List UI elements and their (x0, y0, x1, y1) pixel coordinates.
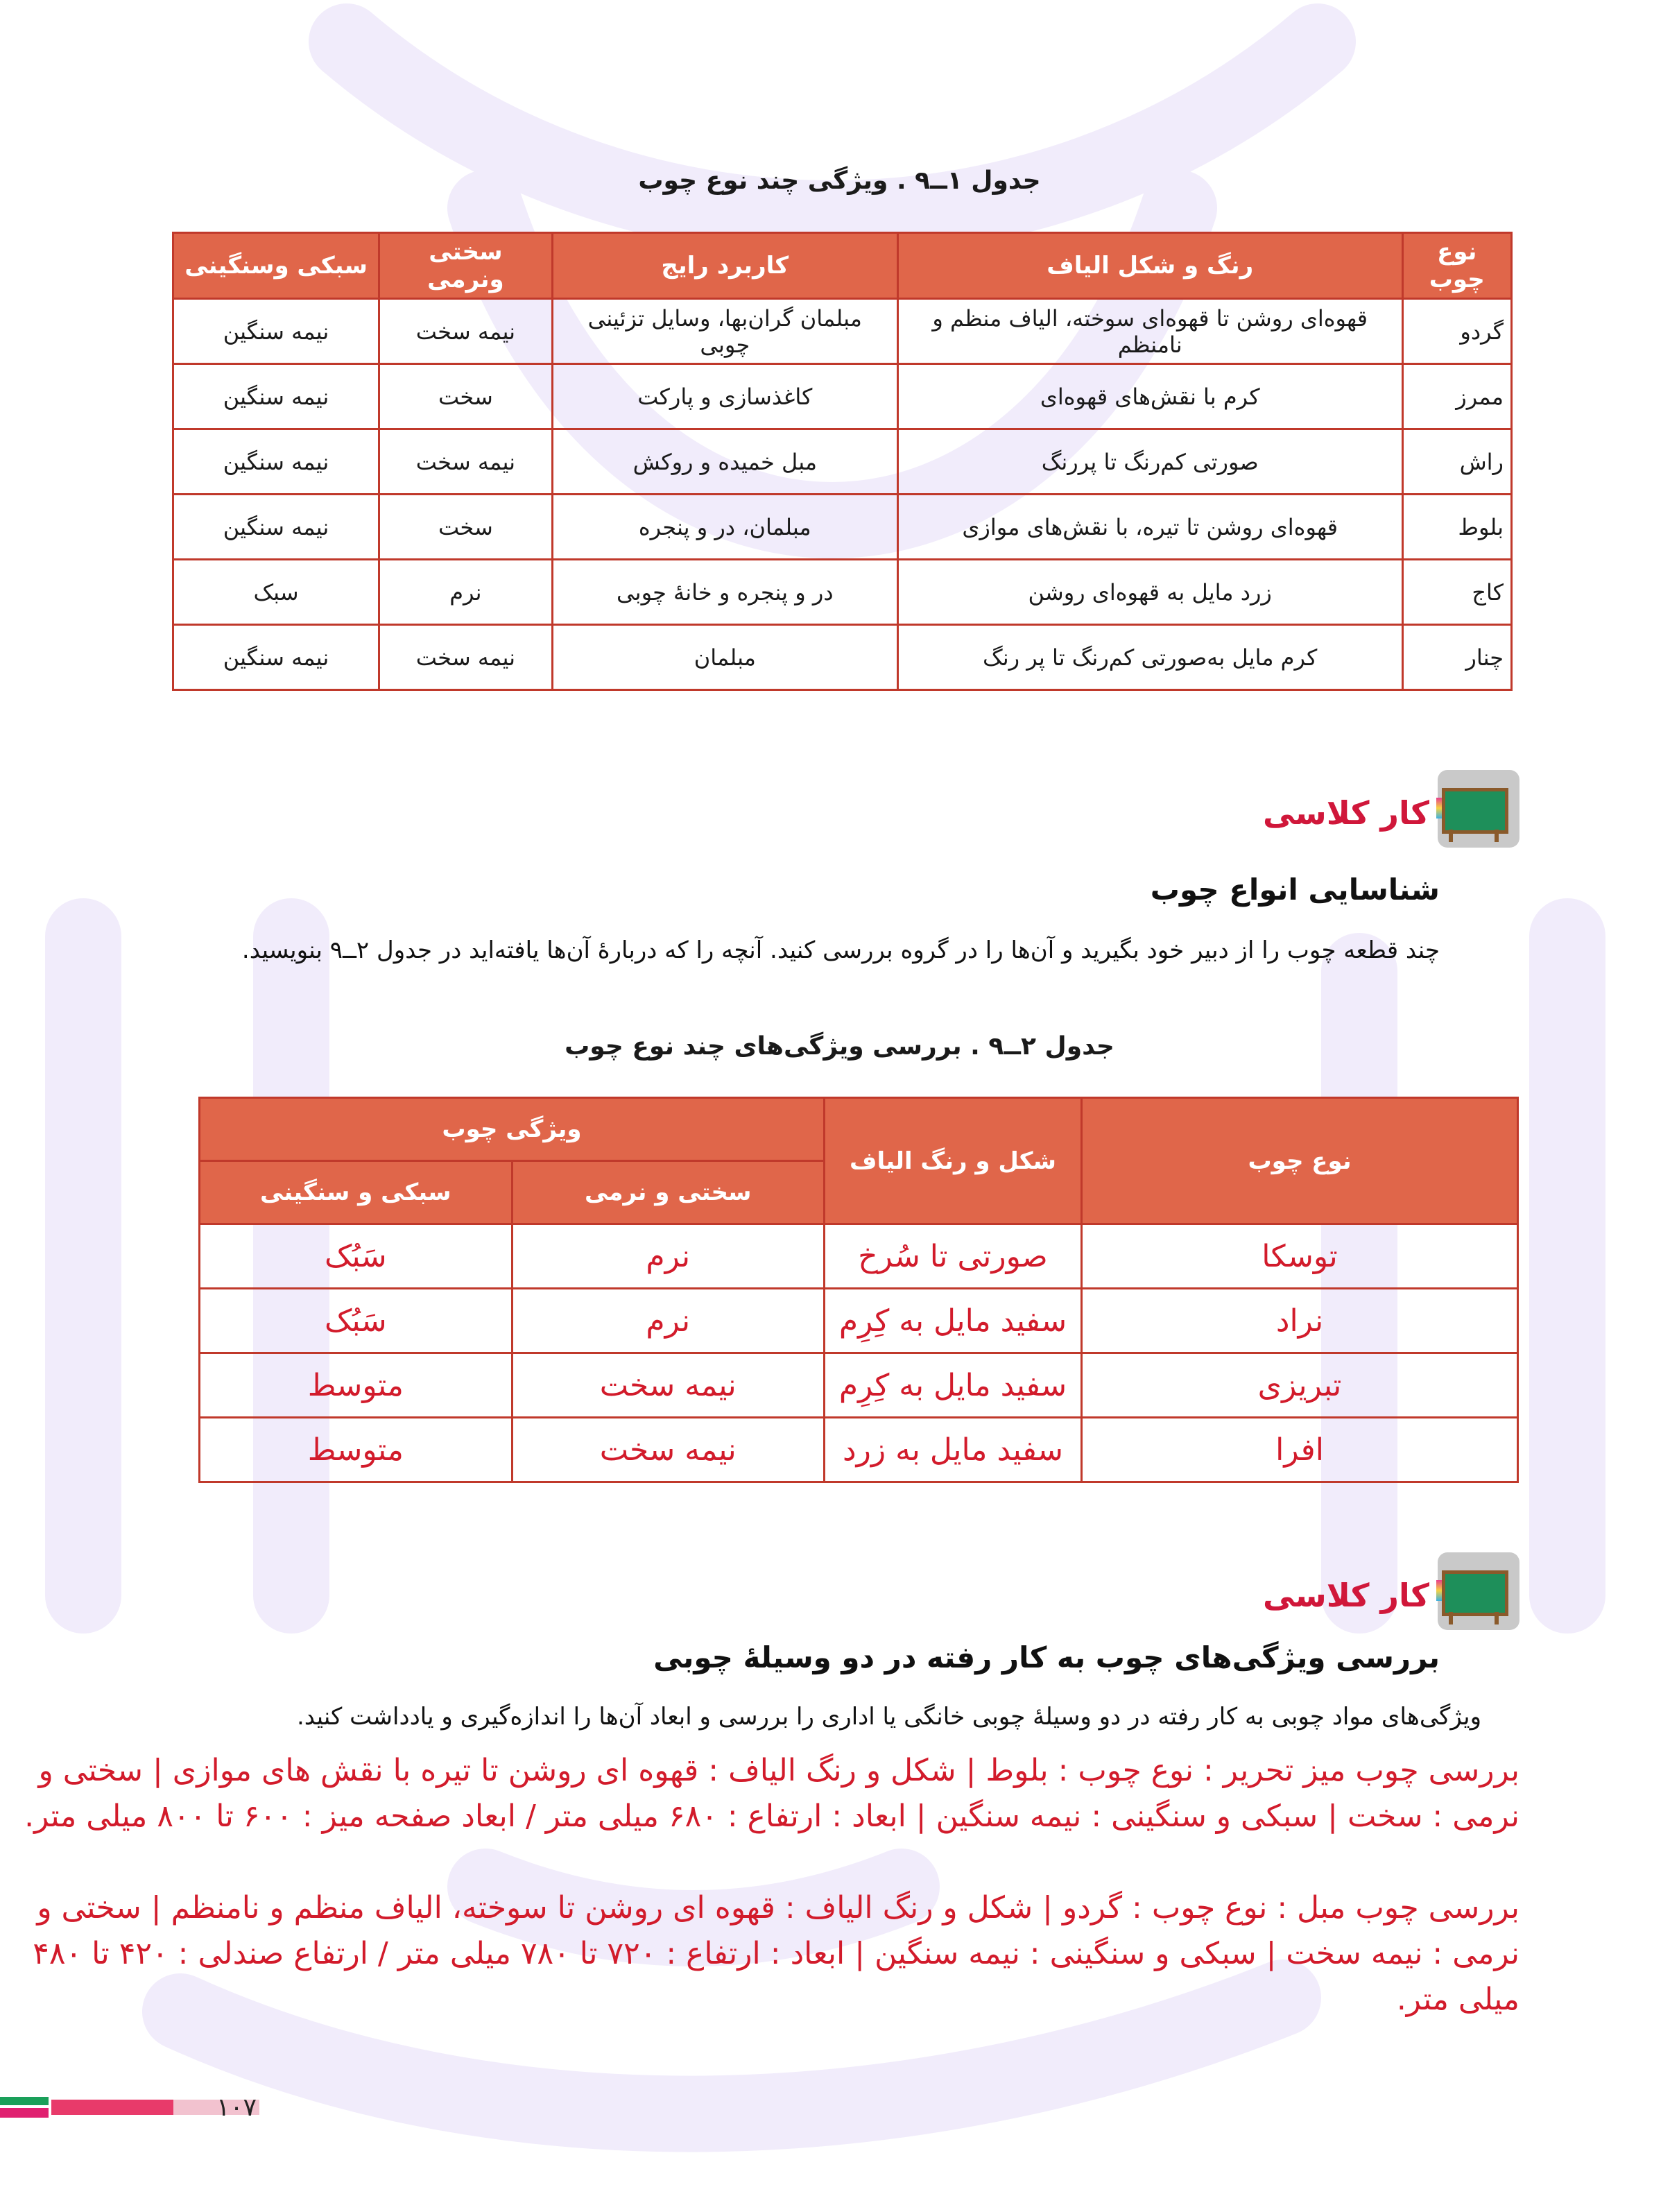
cell: نیمه سخت (512, 1353, 824, 1418)
cell: زرد مایل به قهوه‌ای روشن (897, 560, 1402, 625)
cell: نیمه سنگین (173, 364, 379, 429)
col-weight: سبکی وسنگینی (173, 233, 379, 299)
classwork-easel-icon (1438, 770, 1519, 848)
cell: نیمه سنگین (173, 625, 379, 690)
col-color-fiber: رنگ و شکل الیاف (897, 233, 1402, 299)
cell: تبریزی (1082, 1353, 1518, 1418)
wood-properties-table (172, 232, 1513, 691)
cell: افرا (1082, 1418, 1518, 1482)
table-row (200, 1289, 1518, 1353)
table-row (173, 495, 1512, 560)
cell: نرم (379, 560, 553, 625)
cell: سفید مایل به کِرِم (824, 1353, 1081, 1418)
cell: سبک (173, 560, 379, 625)
cell: قهوه‌ای روشن تا تیره، با نقش‌های موازی (897, 495, 1402, 560)
cell: سخت (379, 495, 553, 560)
cell: مبلمان (552, 625, 897, 690)
answer-sofa: بررسی چوب مبل : نوع چوب : گردو | شکل و رنگ الیاف : قهوه ای روشن تا سوخته، الیاف منظم و نامنظم | سختی و نرمی : نیمه سخت | سبکی و سنگینی : نیمه سنگین | ابعاد : ارتفاع : ۷۲۰ تا ۷۸۰ میلی متر / ارتفاع صندلی : ۴۲۰ تا ۴۸۰ میلی متر. (33, 1890, 1519, 2017)
cell: سخت (379, 364, 553, 429)
cell: مبلمان گران‌بها، وسایل تزئینی چوبی (552, 299, 897, 364)
cell: متوسط (200, 1418, 513, 1482)
cell: در و پنجره و خانهٔ چوبی (552, 560, 897, 625)
cell: نیمه سنگین (173, 429, 379, 495)
cell: کاج (1402, 560, 1512, 625)
cell: راش (1402, 429, 1512, 495)
table-row (200, 1224, 1518, 1289)
table-row (173, 560, 1512, 625)
cell: نیمه سخت (379, 299, 553, 364)
section2-title: کار کلاسی (1263, 1577, 1429, 1614)
cell: نیمه سنگین (173, 299, 379, 364)
cell: گردو (1402, 299, 1512, 364)
col-common-use: کاربرد رایج (552, 233, 897, 299)
table-row (200, 1353, 1518, 1418)
answer-desk: بررسی چوب میز تحریر : نوع چوب : بلوط | شکل و رنگ الیاف : قهوه ای روشن تا تیره با نقش های موازی | سختی و نرمی : سخت | سبکی و سنگینی : نیمه سنگین | ابعاد : ارتفاع : ۶۸۰ میلی متر / ابعاد صفحه میز : ۶۰۰ تا ۸۰۰ میلی متر. (24, 1753, 1519, 1834)
cell: سَبُک (200, 1224, 513, 1289)
col-wood-type: نوع چوب (1082, 1098, 1518, 1224)
cell: نرم (512, 1289, 824, 1353)
table-row (173, 429, 1512, 495)
cell: قهوه‌ای روشن تا قهوه‌ای سوخته، الیاف منظم و نامنظم (897, 299, 1402, 364)
table-row (173, 299, 1512, 364)
cell: سفید مایل به زرد (824, 1418, 1081, 1482)
col-wood-type: نوع چوب (1402, 233, 1512, 299)
table-row (200, 1418, 1518, 1482)
cell: توسکا (1082, 1224, 1518, 1289)
cell: سَبُک (200, 1289, 513, 1353)
cell: چنار (1402, 625, 1512, 690)
cell: متوسط (200, 1353, 513, 1418)
table1-caption: جدول ۱ــ۹ . ویژگی چند نوع چوب (638, 166, 1041, 195)
cell: ممرز (1402, 364, 1512, 429)
col-weight: سبکی و سنگینی (200, 1161, 513, 1224)
col-group-wood-feature: ویژگی چوب (200, 1098, 825, 1161)
section2-text: ویژگی‌های مواد چوبی به کار رفته در دو وسیلهٔ چوبی خانگی یا اداری را بررسی و ابعاد آن‌ها را اندازه‌گیری و یادداشت کنید. (297, 1703, 1481, 1731)
cell: سفید مایل به کِرِم (824, 1289, 1081, 1353)
cell: مبلمان، در و پنجره (552, 495, 897, 560)
cell: نرم (512, 1224, 824, 1289)
cell: صورتی تا سُرخ (824, 1224, 1081, 1289)
cell: نراد (1082, 1289, 1518, 1353)
cell: بلوط (1402, 495, 1512, 560)
col-shape-color: شکل و رنگ الیاف (824, 1098, 1081, 1224)
section1-title: کار کلاسی (1263, 794, 1429, 832)
cell: مبل خمیده و روکش (552, 429, 897, 495)
cell: کرم مایل به‌صورتی کم‌رنگ تا پر رنگ (897, 625, 1402, 690)
wood-examination-table (198, 1097, 1519, 1483)
table-row (173, 625, 1512, 690)
cell: کاغذسازی و پارکت (552, 364, 897, 429)
cell: کرم با نقش‌های قهوه‌ای (897, 364, 1402, 429)
classwork-easel-icon (1438, 1552, 1519, 1630)
section1-subtitle: شناسایی انواع چوب (1150, 873, 1440, 907)
cell: نیمه سنگین (173, 495, 379, 560)
col-hardness: سختی ونرمی (379, 233, 553, 299)
cell: نیمه سخت (512, 1418, 824, 1482)
section1-text: چند قطعه چوب را از دبیر خود بگیرید و آن‌ها را در گروه بررسی کنید. آنچه را که دربارهٔ آن‌ها یافته‌اید در جدول ۲ــ۹ بنویسید. (241, 936, 1440, 964)
cell: نیمه سخت (379, 625, 553, 690)
table2-caption: جدول ۲ــ۹ . بررسی ویژگی‌های چند نوع چوب (565, 1032, 1114, 1061)
cell: نیمه سخت (379, 429, 553, 495)
col-hardness: سختی و نرمی (512, 1161, 824, 1224)
section2-subtitle: بررسی ویژگی‌های چوب به کار رفته در دو وسیلهٔ چوبی (653, 1640, 1440, 1674)
page-number: ۱۰۷ (216, 2093, 257, 2122)
cell: صورتی کم‌رنگ تا پررنگ (897, 429, 1402, 495)
table-row (173, 364, 1512, 429)
